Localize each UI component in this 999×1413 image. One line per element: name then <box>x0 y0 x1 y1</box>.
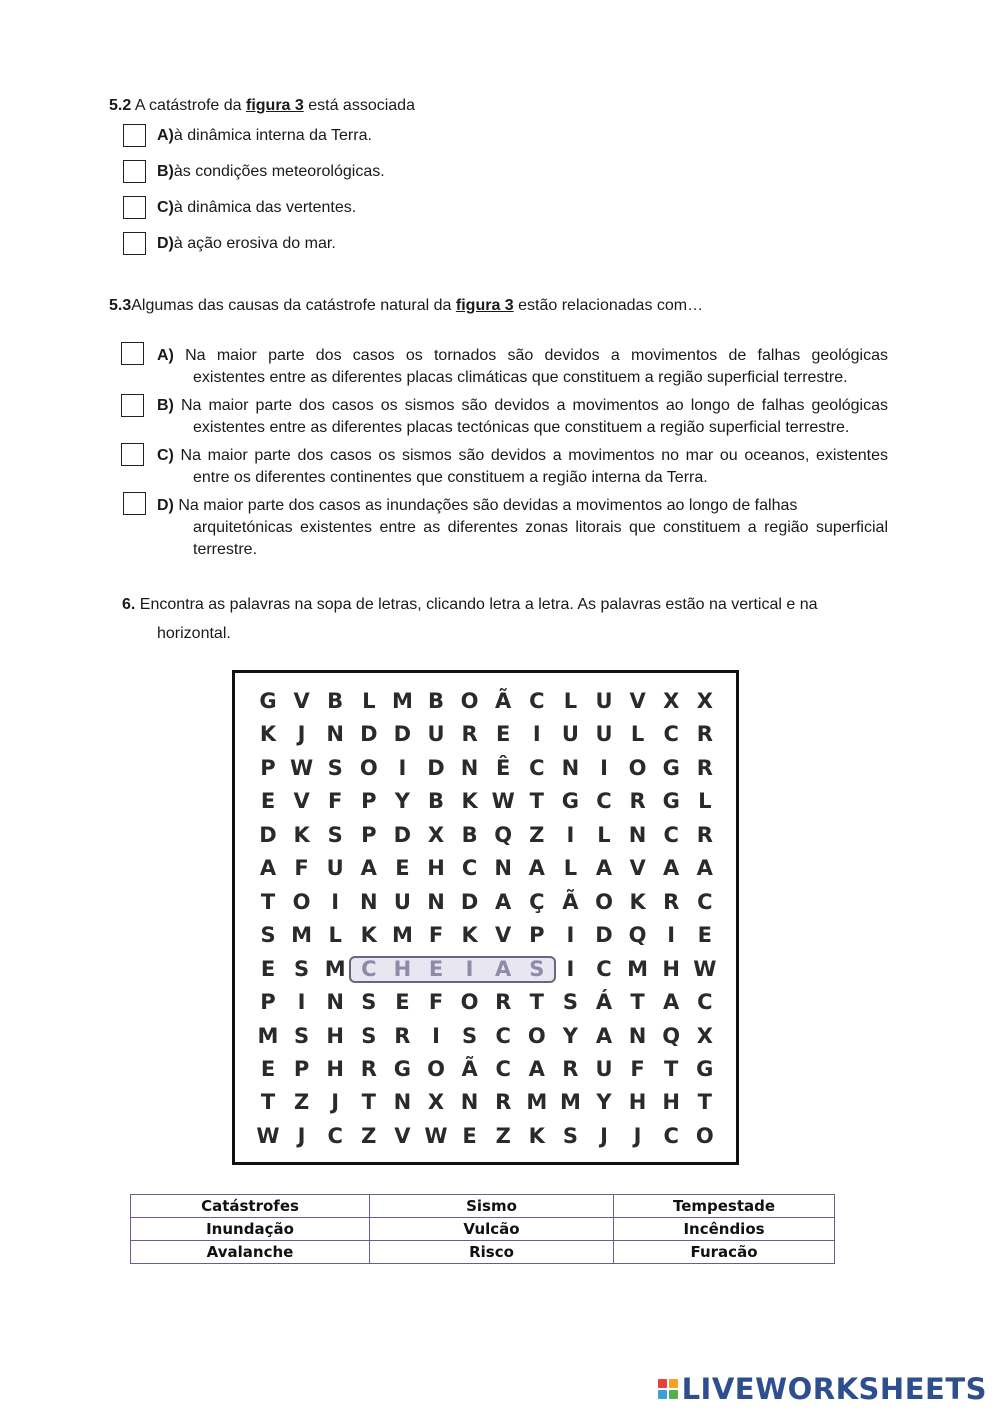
grid-letter[interactable]: H <box>662 956 680 981</box>
grid-letter[interactable]: Z <box>293 1090 310 1115</box>
grid-letter[interactable]: C <box>495 1023 511 1048</box>
grid-letter[interactable]: K <box>293 822 310 847</box>
grid-letter[interactable]: N <box>628 822 647 847</box>
liveworksheets-icon <box>658 1379 678 1399</box>
grid-letter[interactable]: N <box>460 755 479 780</box>
grid-letter[interactable]: C <box>596 789 612 814</box>
grid-letter[interactable]: I <box>432 1023 440 1048</box>
grid-letter[interactable]: M <box>559 1090 581 1115</box>
grid-letter[interactable]: L <box>563 856 578 881</box>
grid-letter[interactable]: P <box>293 1056 310 1081</box>
grid-letter[interactable]: A <box>595 1023 613 1048</box>
grid-letter[interactable]: M <box>526 1090 548 1115</box>
grid-letter[interactable]: A <box>360 856 377 881</box>
grid-letter[interactable]: H <box>326 1023 344 1048</box>
grid-letter[interactable]: D <box>595 923 613 948</box>
word-cell: Furacão <box>614 1241 835 1264</box>
grid-letter[interactable]: C <box>529 689 545 713</box>
grid-letter[interactable]: M <box>391 689 413 713</box>
grid-letter[interactable]: Ã <box>495 689 512 713</box>
grid-letter[interactable]: Z <box>361 1123 377 1148</box>
grid-letter[interactable]: G <box>393 1056 412 1081</box>
grid-letter[interactable]: Y <box>562 1023 578 1048</box>
option-5-2-d: D)à ação erosiva do mar. <box>157 235 336 252</box>
grid-letter[interactable]: G <box>662 755 680 780</box>
word-cell: Sismo <box>370 1195 614 1218</box>
grid-letter[interactable]: G <box>561 789 580 814</box>
option-5-2-a: A)à dinâmica interna da Terra. <box>157 127 372 144</box>
option-5-3-b: B) Na maior parte dos casos os sismos são devidos a movimentos ao longo de falhas geológicas existentes entre as diferentes placas tectónicas que constituem a região superficial terrestre. <box>157 397 888 436</box>
grid-letter[interactable]: H <box>427 856 445 881</box>
grid-letter[interactable]: H <box>628 1090 647 1115</box>
grid-letter[interactable]: I <box>600 755 608 780</box>
grid-letter[interactable]: I <box>566 956 575 981</box>
grid-letter[interactable]: H <box>326 1056 344 1081</box>
grid-letter[interactable]: Y <box>596 1090 612 1115</box>
grid-letter[interactable]: W <box>256 1123 280 1148</box>
checkbox-5-2-c[interactable] <box>123 196 146 219</box>
grid-letter[interactable]: V <box>293 789 310 814</box>
grid-letter[interactable]: Ã <box>461 1056 478 1081</box>
grid-letter[interactable]: E <box>260 1056 276 1081</box>
word-row <box>131 1195 835 1218</box>
grid-letter[interactable]: O <box>628 755 647 780</box>
word-cell: Incêndios <box>614 1218 835 1241</box>
grid-letter[interactable]: I <box>297 990 306 1015</box>
grid-letter[interactable]: S <box>294 1023 310 1048</box>
grid-letter[interactable]: F <box>428 923 444 948</box>
grid-letter[interactable]: E <box>260 789 276 814</box>
grid-letter[interactable]: G <box>696 1056 714 1081</box>
grid-letter[interactable]: I <box>566 923 575 948</box>
logo-text: LIVEWORKSHEETS <box>681 1372 987 1406</box>
grid-letter[interactable]: A <box>528 856 545 881</box>
grid-letter[interactable]: K <box>629 889 646 914</box>
grid-letter[interactable]: R <box>629 789 646 814</box>
grid-letter[interactable]: I <box>532 722 541 747</box>
grid-letter[interactable]: S <box>361 1023 377 1048</box>
grid-letter[interactable]: V <box>394 1123 411 1148</box>
grid-letter[interactable]: A <box>663 990 680 1015</box>
grid-letter[interactable]: P <box>361 822 377 847</box>
grid-letter[interactable]: D <box>360 722 378 747</box>
grid-letter[interactable]: N <box>494 856 512 881</box>
word-search-grid <box>232 670 739 1165</box>
grid-letter[interactable]: E <box>462 1123 477 1148</box>
grid-letter[interactable]: I <box>465 956 474 981</box>
grid-letter[interactable]: Ç <box>529 889 545 914</box>
checkbox-5-3-c[interactable] <box>121 443 144 466</box>
checkbox-5-2-b[interactable] <box>123 160 146 183</box>
grid-letter[interactable]: C <box>361 956 377 981</box>
grid-letter[interactable]: I <box>566 822 575 847</box>
grid-letter[interactable]: V <box>629 856 646 881</box>
grid-letter[interactable]: V <box>293 689 310 713</box>
grid-letter[interactable]: A <box>495 889 512 914</box>
grid-letter[interactable]: O <box>460 689 479 713</box>
grid-letter[interactable]: R <box>394 1023 411 1048</box>
grid-letter[interactable]: O <box>695 1123 714 1148</box>
checkbox-5-3-d[interactable] <box>123 492 146 515</box>
grid-letter[interactable]: M <box>324 956 346 981</box>
grid-letter[interactable]: S <box>327 755 343 780</box>
grid-letter[interactable]: O <box>427 1056 445 1081</box>
grid-letter[interactable]: X <box>427 1090 445 1115</box>
grid-letter[interactable]: O <box>595 889 613 914</box>
word-row <box>131 1241 835 1264</box>
grid-letter[interactable]: E <box>428 956 444 981</box>
grid-letter[interactable]: C <box>697 889 713 914</box>
question-6-instruction: 6. Encontra as palavras na sopa de letras, clicando letra a letra. As palavras estão na vertical e na <box>122 596 818 613</box>
grid-letter[interactable]: G <box>662 789 680 814</box>
grid-letter[interactable]: J <box>297 722 306 747</box>
grid-letter[interactable]: J <box>297 1123 306 1148</box>
question-5-2-title: 5.2 A catástrofe da figura 3 está associada <box>109 97 415 114</box>
grid-letter[interactable]: M <box>391 923 413 948</box>
liveworksheets-logo <box>658 1371 987 1407</box>
grid-letter[interactable]: U <box>427 722 445 747</box>
grid-letter[interactable]: R <box>360 1056 377 1081</box>
grid-letter[interactable]: M <box>291 923 313 948</box>
grid-letter[interactable]: Ã <box>562 889 579 914</box>
grid-letter[interactable]: A <box>259 856 277 881</box>
grid-letter[interactable]: F <box>428 990 444 1015</box>
grid-letter[interactable]: U <box>595 689 613 713</box>
grid-letter[interactable]: K <box>528 1123 545 1148</box>
grid-letter[interactable]: H <box>393 956 412 981</box>
grid-letter[interactable]: F <box>328 789 343 814</box>
word-cell: Inundação <box>131 1218 370 1241</box>
word-row <box>131 1218 835 1241</box>
grid-letter[interactable]: B <box>427 789 444 814</box>
grid-letter[interactable]: K <box>461 789 478 814</box>
grid-letter[interactable]: D <box>259 822 277 847</box>
grid-letter[interactable]: S <box>327 822 343 847</box>
grid-letter[interactable]: C <box>327 1123 343 1148</box>
question-6-instruction-cont: horizontal. <box>157 625 231 642</box>
grid-letter[interactable]: Ê <box>496 755 511 780</box>
grid-letter[interactable]: D <box>393 722 412 747</box>
grid-letter[interactable]: R <box>495 1090 512 1115</box>
grid-letter[interactable]: A <box>528 1056 545 1081</box>
grid-letter[interactable]: X <box>696 1023 713 1048</box>
grid-letter[interactable]: R <box>696 755 713 780</box>
grid-letter[interactable]: D <box>427 755 445 780</box>
grid-letter[interactable]: A <box>595 856 613 881</box>
grid-letter[interactable]: A <box>696 856 713 881</box>
grid-letter[interactable]: J <box>633 1123 642 1148</box>
grid-letter[interactable]: I <box>667 923 676 948</box>
grid-letter[interactable]: T <box>260 1090 276 1115</box>
grid-letter[interactable]: U <box>326 856 344 881</box>
grid-letter[interactable]: N <box>427 889 445 914</box>
grid-letter[interactable]: Q <box>662 1023 681 1048</box>
grid-letter[interactable]: P <box>361 789 377 814</box>
option-5-2-c: C)à dinâmica das vertentes. <box>157 199 357 216</box>
grid-letter[interactable]: T <box>361 1090 376 1115</box>
grid-letter[interactable]: L <box>597 822 611 847</box>
grid-letter[interactable]: R <box>663 889 680 914</box>
grid-letter[interactable]: U <box>595 722 613 747</box>
grid-letter[interactable]: L <box>563 689 578 713</box>
grid-letter[interactable]: E <box>697 923 712 948</box>
grid-letter[interactable]: T <box>260 889 276 914</box>
grid-letter[interactable]: K <box>461 923 478 948</box>
option-5-3-a: A) Na maior parte dos casos os tornados são devidos a movimentos de falhas geológicas existentes entre as diferentes placas climáticas que constituem a região superficial terrestre. <box>157 347 888 386</box>
grid-letter[interactable]: T <box>664 1056 679 1081</box>
grid-letter[interactable]: N <box>326 990 344 1015</box>
checkbox-5-3-b[interactable] <box>121 394 144 417</box>
grid-letter[interactable]: S <box>260 923 276 948</box>
grid-letter[interactable]: S <box>529 956 545 981</box>
grid-letter[interactable]: U <box>393 889 411 914</box>
grid-letter[interactable]: L <box>362 689 376 713</box>
grid-letter[interactable]: J <box>331 1090 340 1115</box>
grid-letter[interactable]: Y <box>394 789 410 814</box>
grid-letter[interactable]: E <box>395 990 410 1015</box>
grid-letter[interactable]: K <box>360 923 377 948</box>
grid-letter[interactable]: E <box>496 722 511 747</box>
grid-letter[interactable]: Z <box>495 1123 511 1148</box>
grid-letter[interactable]: L <box>698 789 712 814</box>
grid-letter[interactable]: R <box>562 1056 579 1081</box>
grid-letter[interactable]: R <box>696 722 713 747</box>
grid-letter[interactable]: Q <box>494 822 513 847</box>
grid-letter[interactable]: A <box>663 856 680 881</box>
grid-letter[interactable]: B <box>327 689 344 713</box>
grid-letter[interactable]: R <box>696 822 713 847</box>
grid-letter[interactable]: C <box>495 1056 511 1081</box>
option-5-3-d: D) Na maior parte dos casos as inundações são devidas a movimentos ao longo de falhas arquitetónicas existentes entre as diferentes zonas litorais que constituem a região superficial terrestre. <box>157 497 888 558</box>
grid-letter[interactable]: I <box>398 755 407 780</box>
grid-letter[interactable]: M <box>257 1023 279 1048</box>
grid-letter[interactable]: N <box>326 722 344 747</box>
grid-letter[interactable]: S <box>562 1123 578 1148</box>
grid-letter[interactable]: N <box>360 889 378 914</box>
grid-letter[interactable]: L <box>630 722 645 747</box>
grid-letter[interactable]: C <box>697 990 713 1015</box>
grid-letter[interactable]: O <box>292 889 311 914</box>
grid-letter[interactable]: N <box>628 1023 647 1048</box>
grid-letter[interactable]: P <box>529 923 545 948</box>
grid-letter[interactable]: T <box>697 1090 712 1115</box>
grid-letter[interactable]: O <box>460 990 479 1015</box>
grid-letter[interactable]: K <box>259 722 277 747</box>
grid-letter[interactable]: E <box>260 956 276 981</box>
option-5-2-b: B)às condições meteorológicas. <box>157 163 385 180</box>
grid-letter[interactable]: O <box>527 1023 546 1048</box>
grid-letter[interactable]: V <box>629 689 646 713</box>
grid-letter[interactable]: N <box>460 1090 479 1115</box>
grid-letter[interactable]: Q <box>628 923 647 948</box>
word-cell: Tempestade <box>614 1195 835 1218</box>
grid-letter[interactable]: R <box>461 722 478 747</box>
word-list-table <box>130 1194 835 1264</box>
grid-letter[interactable]: J <box>600 1123 608 1148</box>
grid-letter[interactable]: X <box>663 689 680 713</box>
grid-letter[interactable]: W <box>424 1123 448 1148</box>
grid-letter[interactable]: X <box>696 689 713 713</box>
checkbox-5-2-d[interactable] <box>123 232 146 255</box>
grid-letter[interactable]: C <box>461 856 478 881</box>
grid-letter[interactable]: G <box>259 689 277 713</box>
grid-letter[interactable]: X <box>427 822 445 847</box>
grid-letter[interactable]: L <box>328 923 342 948</box>
grid-letter[interactable]: F <box>630 1056 645 1081</box>
grid-letter[interactable]: V <box>495 923 512 948</box>
grid-letter[interactable]: W <box>693 956 717 981</box>
grid-letter[interactable]: C <box>529 755 545 780</box>
grid-letter[interactable]: M <box>627 956 649 981</box>
grid-letter[interactable]: S <box>462 1023 478 1048</box>
grid-letter[interactable]: B <box>427 689 444 713</box>
word-cell: Catástrofes <box>131 1195 370 1218</box>
grid-letter[interactable]: W <box>491 789 515 814</box>
grid-letter[interactable]: U <box>595 1056 613 1081</box>
grid-letter[interactable]: C <box>663 722 679 747</box>
grid-letter[interactable]: P <box>260 755 276 780</box>
checkbox-5-3-a[interactable] <box>121 342 144 365</box>
grid-letter[interactable]: F <box>294 856 309 881</box>
grid-letter[interactable]: Á <box>595 990 613 1015</box>
grid-letter[interactable]: P <box>260 990 276 1015</box>
grid-letter[interactable]: N <box>393 1090 412 1115</box>
grid-letter[interactable]: U <box>561 722 579 747</box>
grid-letter[interactable]: A <box>495 956 512 981</box>
grid-letter[interactable]: W <box>290 755 314 780</box>
grid-letter[interactable]: O <box>359 755 378 780</box>
grid-letter[interactable]: C <box>596 956 612 981</box>
checkbox-5-2-a[interactable] <box>123 124 146 147</box>
grid-letter[interactable]: D <box>460 889 479 914</box>
grid-letter[interactable]: H <box>662 1090 680 1115</box>
grid-letter[interactable]: T <box>630 990 645 1015</box>
grid-letter[interactable]: N <box>561 755 580 780</box>
grid-letter[interactable]: D <box>393 822 412 847</box>
grid-letter[interactable]: I <box>331 889 340 914</box>
grid-letter[interactable]: C <box>663 822 679 847</box>
grid-letter[interactable]: T <box>529 789 544 814</box>
grid-letter[interactable]: B <box>461 822 478 847</box>
grid-letter[interactable]: T <box>529 990 544 1015</box>
grid-letter[interactable]: Z <box>529 822 545 847</box>
grid-letter[interactable]: C <box>663 1123 679 1148</box>
grid-letter[interactable]: S <box>294 956 310 981</box>
option-5-3-c: C) Na maior parte dos casos os sismos são devidos a movimentos no mar ou oceanos, existentes entre os diferentes continentes que constituem a região interna da Terra. <box>157 447 888 486</box>
question-5-3-title: 5.3Algumas das causas da catástrofe natural da figura 3 estão relacionadas com… <box>109 297 704 314</box>
grid-letter[interactable]: E <box>395 856 410 881</box>
grid-letter[interactable]: S <box>562 990 578 1015</box>
word-cell: Risco <box>370 1241 614 1264</box>
grid-letter[interactable]: R <box>495 990 512 1015</box>
grid-letter[interactable]: S <box>361 990 377 1015</box>
word-cell: Vulcão <box>370 1218 614 1241</box>
word-cell: Avalanche <box>131 1241 370 1264</box>
